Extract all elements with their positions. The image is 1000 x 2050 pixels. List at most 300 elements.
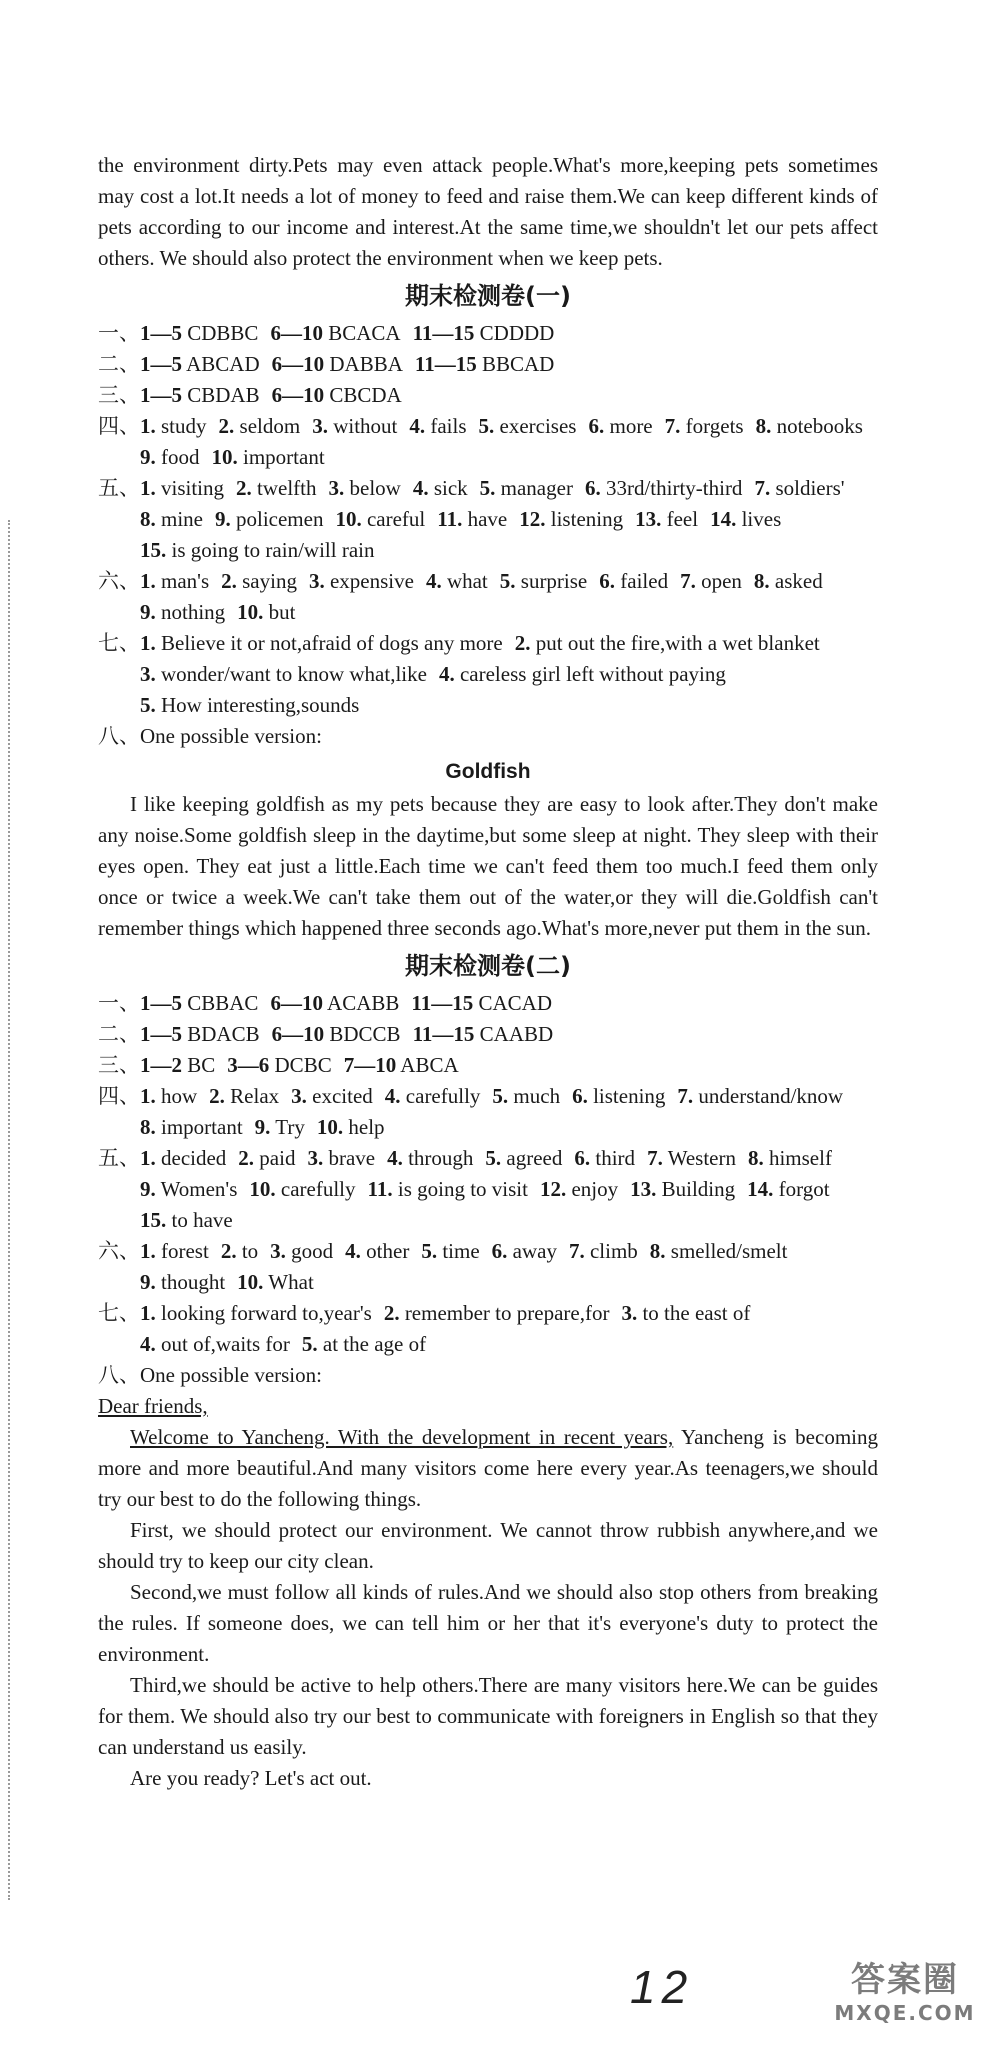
answer-item xyxy=(635,504,698,535)
answer-text: food xyxy=(161,445,200,469)
answer-text: DABBA xyxy=(329,352,403,376)
answer-text: to have xyxy=(171,1208,233,1232)
answer-number: 3. xyxy=(270,1239,286,1263)
answer-section xyxy=(98,628,878,721)
answer-item xyxy=(413,318,555,349)
answer-number: 7—10 xyxy=(343,1053,397,1077)
answer-number: 15. xyxy=(140,538,167,562)
answer-text: ABCA xyxy=(400,1053,459,1077)
answer-number: 5. xyxy=(421,1239,438,1263)
site-watermark xyxy=(820,1960,990,2040)
answer-number: 7. xyxy=(568,1239,585,1263)
answer-number: 6. xyxy=(584,476,601,500)
answer-text: listening xyxy=(550,507,624,531)
watermark-logo-text: 答案圈 xyxy=(851,1960,959,2000)
answer-item xyxy=(272,380,402,411)
answer-item xyxy=(270,988,399,1019)
answer-item xyxy=(345,1236,409,1267)
answer-item xyxy=(140,1298,372,1329)
answer-list xyxy=(140,1143,878,1236)
answer-text: what xyxy=(446,569,488,593)
answer-number: 6—10 xyxy=(270,991,323,1015)
answer-item xyxy=(140,566,209,597)
answer-text: Relax xyxy=(230,1084,280,1108)
answer-section xyxy=(98,988,878,1019)
answer-section xyxy=(98,566,878,628)
answer-item xyxy=(140,535,374,566)
answer-item xyxy=(411,988,552,1019)
answer-number: 1—5 xyxy=(140,321,182,345)
answer-item xyxy=(249,1174,355,1205)
answer-item xyxy=(426,566,488,597)
answer-number: 12. xyxy=(539,1177,567,1201)
section-label: 七、 xyxy=(98,631,140,655)
answer-text: careless girl left without paying xyxy=(459,662,726,686)
answer-text: excited xyxy=(312,1084,373,1108)
exam-1-sections xyxy=(98,318,878,721)
answer-number: 1—2 xyxy=(140,1053,182,1077)
answer-text: Building xyxy=(661,1177,736,1201)
answer-text: CBBAC xyxy=(187,991,259,1015)
answer-item xyxy=(574,1143,635,1174)
answer-text: how xyxy=(161,1084,198,1108)
answer-text: brave xyxy=(328,1146,376,1170)
answer-item xyxy=(272,1019,401,1050)
answer-item xyxy=(140,411,207,442)
exam-2-writing-header xyxy=(98,1360,878,1391)
answer-item xyxy=(140,628,503,659)
answer-number: 1. xyxy=(140,1146,156,1170)
answer-number: 9. xyxy=(215,507,231,531)
answer-number: 11. xyxy=(437,507,463,531)
answer-number: 3. xyxy=(621,1301,638,1325)
answer-number: 4. xyxy=(345,1239,361,1263)
answer-number: 9. xyxy=(140,600,156,624)
answer-number: 8. xyxy=(140,1115,156,1139)
watermark-url: MXQE.COM xyxy=(834,2001,976,2025)
answer-list xyxy=(140,473,878,566)
answer-text: remember to prepare,for xyxy=(404,1301,610,1325)
answer-item xyxy=(415,349,554,380)
answer-number: 3. xyxy=(291,1084,307,1108)
answer-text: failed xyxy=(620,569,669,593)
answer-number: 1. xyxy=(140,1301,156,1325)
section-label: 四、 xyxy=(98,1084,140,1108)
answer-number: 2. xyxy=(236,476,252,500)
answer-item xyxy=(309,566,414,597)
answer-number: 3. xyxy=(140,662,156,686)
answer-item xyxy=(140,690,359,721)
exam-2 xyxy=(98,948,878,1794)
answer-text: good xyxy=(291,1239,334,1263)
answer-item xyxy=(492,1236,557,1267)
answer-item xyxy=(270,318,400,349)
answer-number: 1—5 xyxy=(140,1022,182,1046)
section-label: 六、 xyxy=(98,1239,140,1263)
answer-text: important xyxy=(243,445,325,469)
answer-number: 5. xyxy=(492,1084,509,1108)
answer-text: but xyxy=(268,600,296,624)
answer-item xyxy=(140,473,224,504)
answer-text: forest xyxy=(161,1239,209,1263)
answer-text: visiting xyxy=(161,476,225,500)
answer-item xyxy=(677,1081,843,1112)
answer-number: 7. xyxy=(754,476,771,500)
answer-item xyxy=(492,1081,560,1112)
answer-text: asked xyxy=(774,569,823,593)
answer-item xyxy=(710,504,781,535)
answer-item xyxy=(140,1329,290,1360)
answer-item xyxy=(140,1236,209,1267)
answer-text: time xyxy=(442,1239,480,1263)
letter-salutation xyxy=(98,1391,878,1422)
answer-text: looking forward to,year's xyxy=(161,1301,372,1325)
answer-text: open xyxy=(701,569,742,593)
answer-item xyxy=(368,1174,528,1205)
answer-item xyxy=(344,1050,459,1081)
answer-number: 6—10 xyxy=(271,1022,325,1046)
answer-text: BC xyxy=(187,1053,216,1077)
answer-item xyxy=(647,1143,736,1174)
answer-number: 4. xyxy=(140,1332,156,1356)
answer-item xyxy=(212,442,325,473)
answer-number: 6—10 xyxy=(270,321,323,345)
answer-number: 6. xyxy=(572,1084,588,1108)
answer-item xyxy=(312,411,397,442)
letter-opening-underlined: Welcome to Yancheng. With the development in recent years, xyxy=(130,1425,674,1449)
answer-section xyxy=(98,1143,878,1236)
answer-number: 13. xyxy=(635,507,662,531)
answer-item xyxy=(439,659,726,690)
answer-number: 8. xyxy=(140,507,156,531)
answer-number: 10. xyxy=(237,1270,264,1294)
answer-text: BDCCB xyxy=(329,1022,401,1046)
answer-item xyxy=(387,1143,473,1174)
answer-text: BCACA xyxy=(328,321,401,345)
answer-item xyxy=(140,988,258,1019)
answer-number: 8. xyxy=(747,1146,764,1170)
answer-item xyxy=(238,1143,295,1174)
answer-number: 10. xyxy=(316,1115,344,1139)
answer-section xyxy=(98,380,878,411)
answer-number: 11—15 xyxy=(414,352,477,376)
answer-number: 2. xyxy=(514,631,531,655)
answer-item xyxy=(650,1236,788,1267)
answer-text: carefully xyxy=(280,1177,356,1201)
letter-paragraph: First, we should protect our environment. We cannot throw rubbish anywhere,and we should try to keep our city clean. xyxy=(98,1518,878,1573)
answer-number: 1—5 xyxy=(140,991,182,1015)
answer-item xyxy=(384,1298,610,1329)
answer-item xyxy=(665,411,744,442)
answer-text: feel xyxy=(666,507,699,531)
answer-item xyxy=(515,628,820,659)
answer-number: 6—10 xyxy=(271,383,325,407)
writing-intro: One possible version: xyxy=(140,1363,322,1387)
answer-text: climb xyxy=(589,1239,638,1263)
answer-number: 1. xyxy=(140,1239,156,1263)
answer-item xyxy=(140,1143,226,1174)
answer-number: 4. xyxy=(409,414,426,438)
answer-section xyxy=(98,1236,878,1298)
answer-text: man's xyxy=(161,569,210,593)
answer-number: 9. xyxy=(140,1270,156,1294)
answer-number: 1. xyxy=(140,631,156,655)
answer-number: 6. xyxy=(599,569,616,593)
answer-number: 4. xyxy=(425,569,442,593)
answer-item xyxy=(140,1019,260,1050)
answer-text: important xyxy=(161,1115,243,1139)
answer-item xyxy=(140,659,427,690)
answer-text: saying xyxy=(242,569,297,593)
letter-paragraph: Second,we must follow all kinds of rules.And we should also stop others from breaking the rules. If someone does, we can tell him or her that it's everyone's duty to protect the environment. xyxy=(98,1580,878,1666)
answer-number: 7. xyxy=(680,569,696,593)
answer-number: 4. xyxy=(438,662,455,686)
answer-list xyxy=(140,411,878,473)
answer-number: 10. xyxy=(237,600,264,624)
answer-item xyxy=(421,1236,479,1267)
answer-text: out of,waits for xyxy=(161,1332,290,1356)
answer-number: 9. xyxy=(140,1177,156,1201)
answer-text: smelled/smelt xyxy=(670,1239,788,1263)
answer-item xyxy=(329,473,401,504)
answer-text: manager xyxy=(500,476,573,500)
answer-number: 11. xyxy=(367,1177,393,1201)
answer-item xyxy=(569,1236,638,1267)
answer-number: 6. xyxy=(491,1239,508,1263)
answer-item xyxy=(754,473,844,504)
essay-title: Goldfish xyxy=(445,760,531,783)
answer-text: third xyxy=(595,1146,636,1170)
answer-text: carefully xyxy=(405,1084,481,1108)
answer-number: 5. xyxy=(479,476,496,500)
answer-item xyxy=(540,1174,618,1205)
answer-text: study xyxy=(161,414,207,438)
answer-text: without xyxy=(333,414,398,438)
answer-list xyxy=(140,1236,878,1298)
letter-paragraph: Are you ready? Let's act out. xyxy=(130,1766,372,1790)
answer-number: 8. xyxy=(755,414,772,438)
section-label: 五、 xyxy=(98,1146,140,1170)
answer-text: CBDAB xyxy=(187,383,260,407)
answer-number: 6. xyxy=(574,1146,591,1170)
answer-number: 5. xyxy=(499,569,516,593)
answer-number: 9. xyxy=(140,445,156,469)
section-label: 六、 xyxy=(98,569,140,593)
answer-number: 6—10 xyxy=(271,352,325,376)
answer-text: other xyxy=(366,1239,410,1263)
answer-number: 3—6 xyxy=(227,1053,270,1077)
answer-list xyxy=(140,988,878,1019)
answer-number: 7. xyxy=(677,1084,694,1108)
letter-paragraph: Third,we should be active to help others.There are many visitors here.We can be guides for them. We should also try our best to communicate with foreigners in English so that they can understand us easily. xyxy=(98,1673,878,1759)
answer-text: decided xyxy=(161,1146,227,1170)
answer-number: 1—5 xyxy=(140,383,182,407)
answer-item xyxy=(437,504,507,535)
section-label: 三、 xyxy=(98,1053,140,1077)
answer-text: mine xyxy=(161,507,203,531)
answer-item xyxy=(413,1019,554,1050)
answer-item xyxy=(385,1081,481,1112)
answer-text: paid xyxy=(259,1146,296,1170)
answer-text: away xyxy=(512,1239,557,1263)
essay-paragraph: I like keeping goldfish as my pets because they are easy to look after.They don't make any noise.Some goldfish sleep in the daytime,but some sleep at night. They sleep with their eyes open. They eat just a little.Each time we can't feed them too much.I feed them only once or twice a week.We can't take them out of the water,or they will die.Goldfish can't remember things which happened three seconds ago.What's more,never put them in the sun. xyxy=(98,792,878,940)
answer-text: Women's xyxy=(160,1177,238,1201)
answer-item xyxy=(219,411,301,442)
answer-number: 1—5 xyxy=(140,352,182,376)
answer-number: 2. xyxy=(209,1084,225,1108)
answer-text: below xyxy=(349,476,401,500)
answer-text: is going to rain/will rain xyxy=(171,538,375,562)
answer-item xyxy=(140,318,258,349)
answer-item xyxy=(140,504,203,535)
answer-text: understand/know xyxy=(698,1084,844,1108)
answer-number: 5. xyxy=(301,1332,318,1356)
answer-item xyxy=(479,411,577,442)
answer-number: 10. xyxy=(249,1177,276,1201)
answer-text: BBCAD xyxy=(481,352,555,376)
answer-number: 2. xyxy=(238,1146,255,1170)
answer-number: 4. xyxy=(412,476,429,500)
answer-text: through xyxy=(408,1146,474,1170)
answer-number: 3. xyxy=(312,414,328,438)
answer-text: Western xyxy=(667,1146,736,1170)
answer-number: 1. xyxy=(140,1084,156,1108)
answer-item xyxy=(588,411,652,442)
answer-text: agreed xyxy=(506,1146,563,1170)
answer-number: 1. xyxy=(140,476,156,500)
answer-text: CDBBC xyxy=(187,321,259,345)
answer-text: policemen xyxy=(236,507,324,531)
answer-list xyxy=(140,1081,878,1143)
answer-item xyxy=(747,1174,829,1205)
exam-1-writing-header xyxy=(98,721,878,752)
answer-number: 4. xyxy=(387,1146,403,1170)
answer-item xyxy=(140,442,200,473)
answer-text: Believe it or not,afraid of dogs any more xyxy=(161,631,503,655)
intro-paragraph: the environment dirty.Pets may even attack people.What's more,keeping pets sometimes may cost a lot.It needs a lot of money to feed and raise them.We can keep different kinds of pets according to our income and interest.At the same time,we shouldn't let our pets affect others. We should also protect the environment when we keep pets. xyxy=(98,153,878,270)
answer-text: soldiers' xyxy=(775,476,845,500)
answer-text: careful xyxy=(366,507,426,531)
answer-number: 12. xyxy=(519,507,546,531)
answer-text: surprise xyxy=(520,569,588,593)
answer-item xyxy=(572,1081,665,1112)
section-label: 一、 xyxy=(98,991,140,1015)
answer-section xyxy=(98,411,878,473)
answer-item xyxy=(237,597,295,628)
answer-list xyxy=(140,380,878,411)
section-label: 八、 xyxy=(98,1363,140,1387)
answer-item xyxy=(272,349,403,380)
answer-text: have xyxy=(467,507,508,531)
section-label: 一、 xyxy=(98,321,140,345)
answer-text: forgets xyxy=(685,414,744,438)
section-label: 八、 xyxy=(98,724,140,748)
answer-item xyxy=(270,1236,333,1267)
answer-number: 14. xyxy=(747,1177,774,1201)
answer-item xyxy=(599,566,668,597)
answer-item xyxy=(302,1329,426,1360)
answer-list xyxy=(140,566,878,628)
answer-item xyxy=(630,1174,735,1205)
answer-item xyxy=(140,1205,233,1236)
answer-section xyxy=(98,1298,878,1360)
answer-text: How interesting,sounds xyxy=(161,693,360,717)
answer-list xyxy=(140,628,878,721)
answer-number: 1. xyxy=(140,414,156,438)
section-label: 二、 xyxy=(98,1022,140,1046)
answer-section xyxy=(98,473,878,566)
answer-number: 15. xyxy=(140,1208,167,1232)
answer-item xyxy=(480,473,573,504)
answer-item xyxy=(754,566,823,597)
answer-item xyxy=(236,473,316,504)
answer-number: 8. xyxy=(649,1239,666,1263)
answer-item xyxy=(140,349,260,380)
answer-text: forgot xyxy=(778,1177,830,1201)
answer-text: BDACB xyxy=(187,1022,260,1046)
answer-text: enjoy xyxy=(571,1177,619,1201)
section-label: 四、 xyxy=(98,414,140,438)
answer-item xyxy=(140,1081,197,1112)
answer-text: seldom xyxy=(239,414,301,438)
answer-number: 10. xyxy=(335,507,362,531)
answer-text: 33rd/thirty-third xyxy=(605,476,743,500)
answer-number: 1. xyxy=(140,569,156,593)
answer-number: 8. xyxy=(753,569,770,593)
answer-item xyxy=(140,380,260,411)
answer-text: sick xyxy=(433,476,468,500)
answer-item xyxy=(335,504,425,535)
answer-text: nothing xyxy=(161,600,226,624)
answer-item xyxy=(140,1174,237,1205)
answer-number: 14. xyxy=(710,507,737,531)
answer-section xyxy=(98,349,878,380)
answer-list xyxy=(140,318,878,349)
answer-text: at the age of xyxy=(322,1332,427,1356)
answer-text: ABCAD xyxy=(186,352,260,376)
answer-number: 2. xyxy=(383,1301,400,1325)
answer-number: 3. xyxy=(328,476,345,500)
answer-text: help xyxy=(348,1115,385,1139)
answer-section xyxy=(98,318,878,349)
answer-item xyxy=(291,1081,373,1112)
section-label: 五、 xyxy=(98,476,140,500)
answer-text: What xyxy=(268,1270,314,1294)
answer-text: fails xyxy=(430,414,467,438)
answer-number: 5. xyxy=(478,414,495,438)
answer-text: put out the fire,with a wet blanket xyxy=(535,631,820,655)
exam-2-title: 期末检测卷(二) xyxy=(405,952,571,980)
answer-item xyxy=(140,1050,215,1081)
answer-text: CBCDA xyxy=(329,383,402,407)
section-label: 二、 xyxy=(98,352,140,376)
answer-number: 2. xyxy=(218,414,235,438)
answer-list xyxy=(140,1019,878,1050)
answer-text: CDDDD xyxy=(479,321,555,345)
answer-text: DCBC xyxy=(274,1053,332,1077)
letter-opening xyxy=(98,1422,878,1515)
answer-text: CACAD xyxy=(478,991,553,1015)
answer-text: ACABB xyxy=(327,991,400,1015)
answer-text: to xyxy=(241,1239,259,1263)
page-number: 12 xyxy=(630,1961,694,2013)
exam-1-title: 期末检测卷(一) xyxy=(405,282,571,310)
answer-list xyxy=(140,1298,878,1360)
answer-number: 7. xyxy=(664,414,681,438)
answer-item xyxy=(621,1298,750,1329)
answer-number: 2. xyxy=(221,569,237,593)
answer-number: 3. xyxy=(308,569,325,593)
